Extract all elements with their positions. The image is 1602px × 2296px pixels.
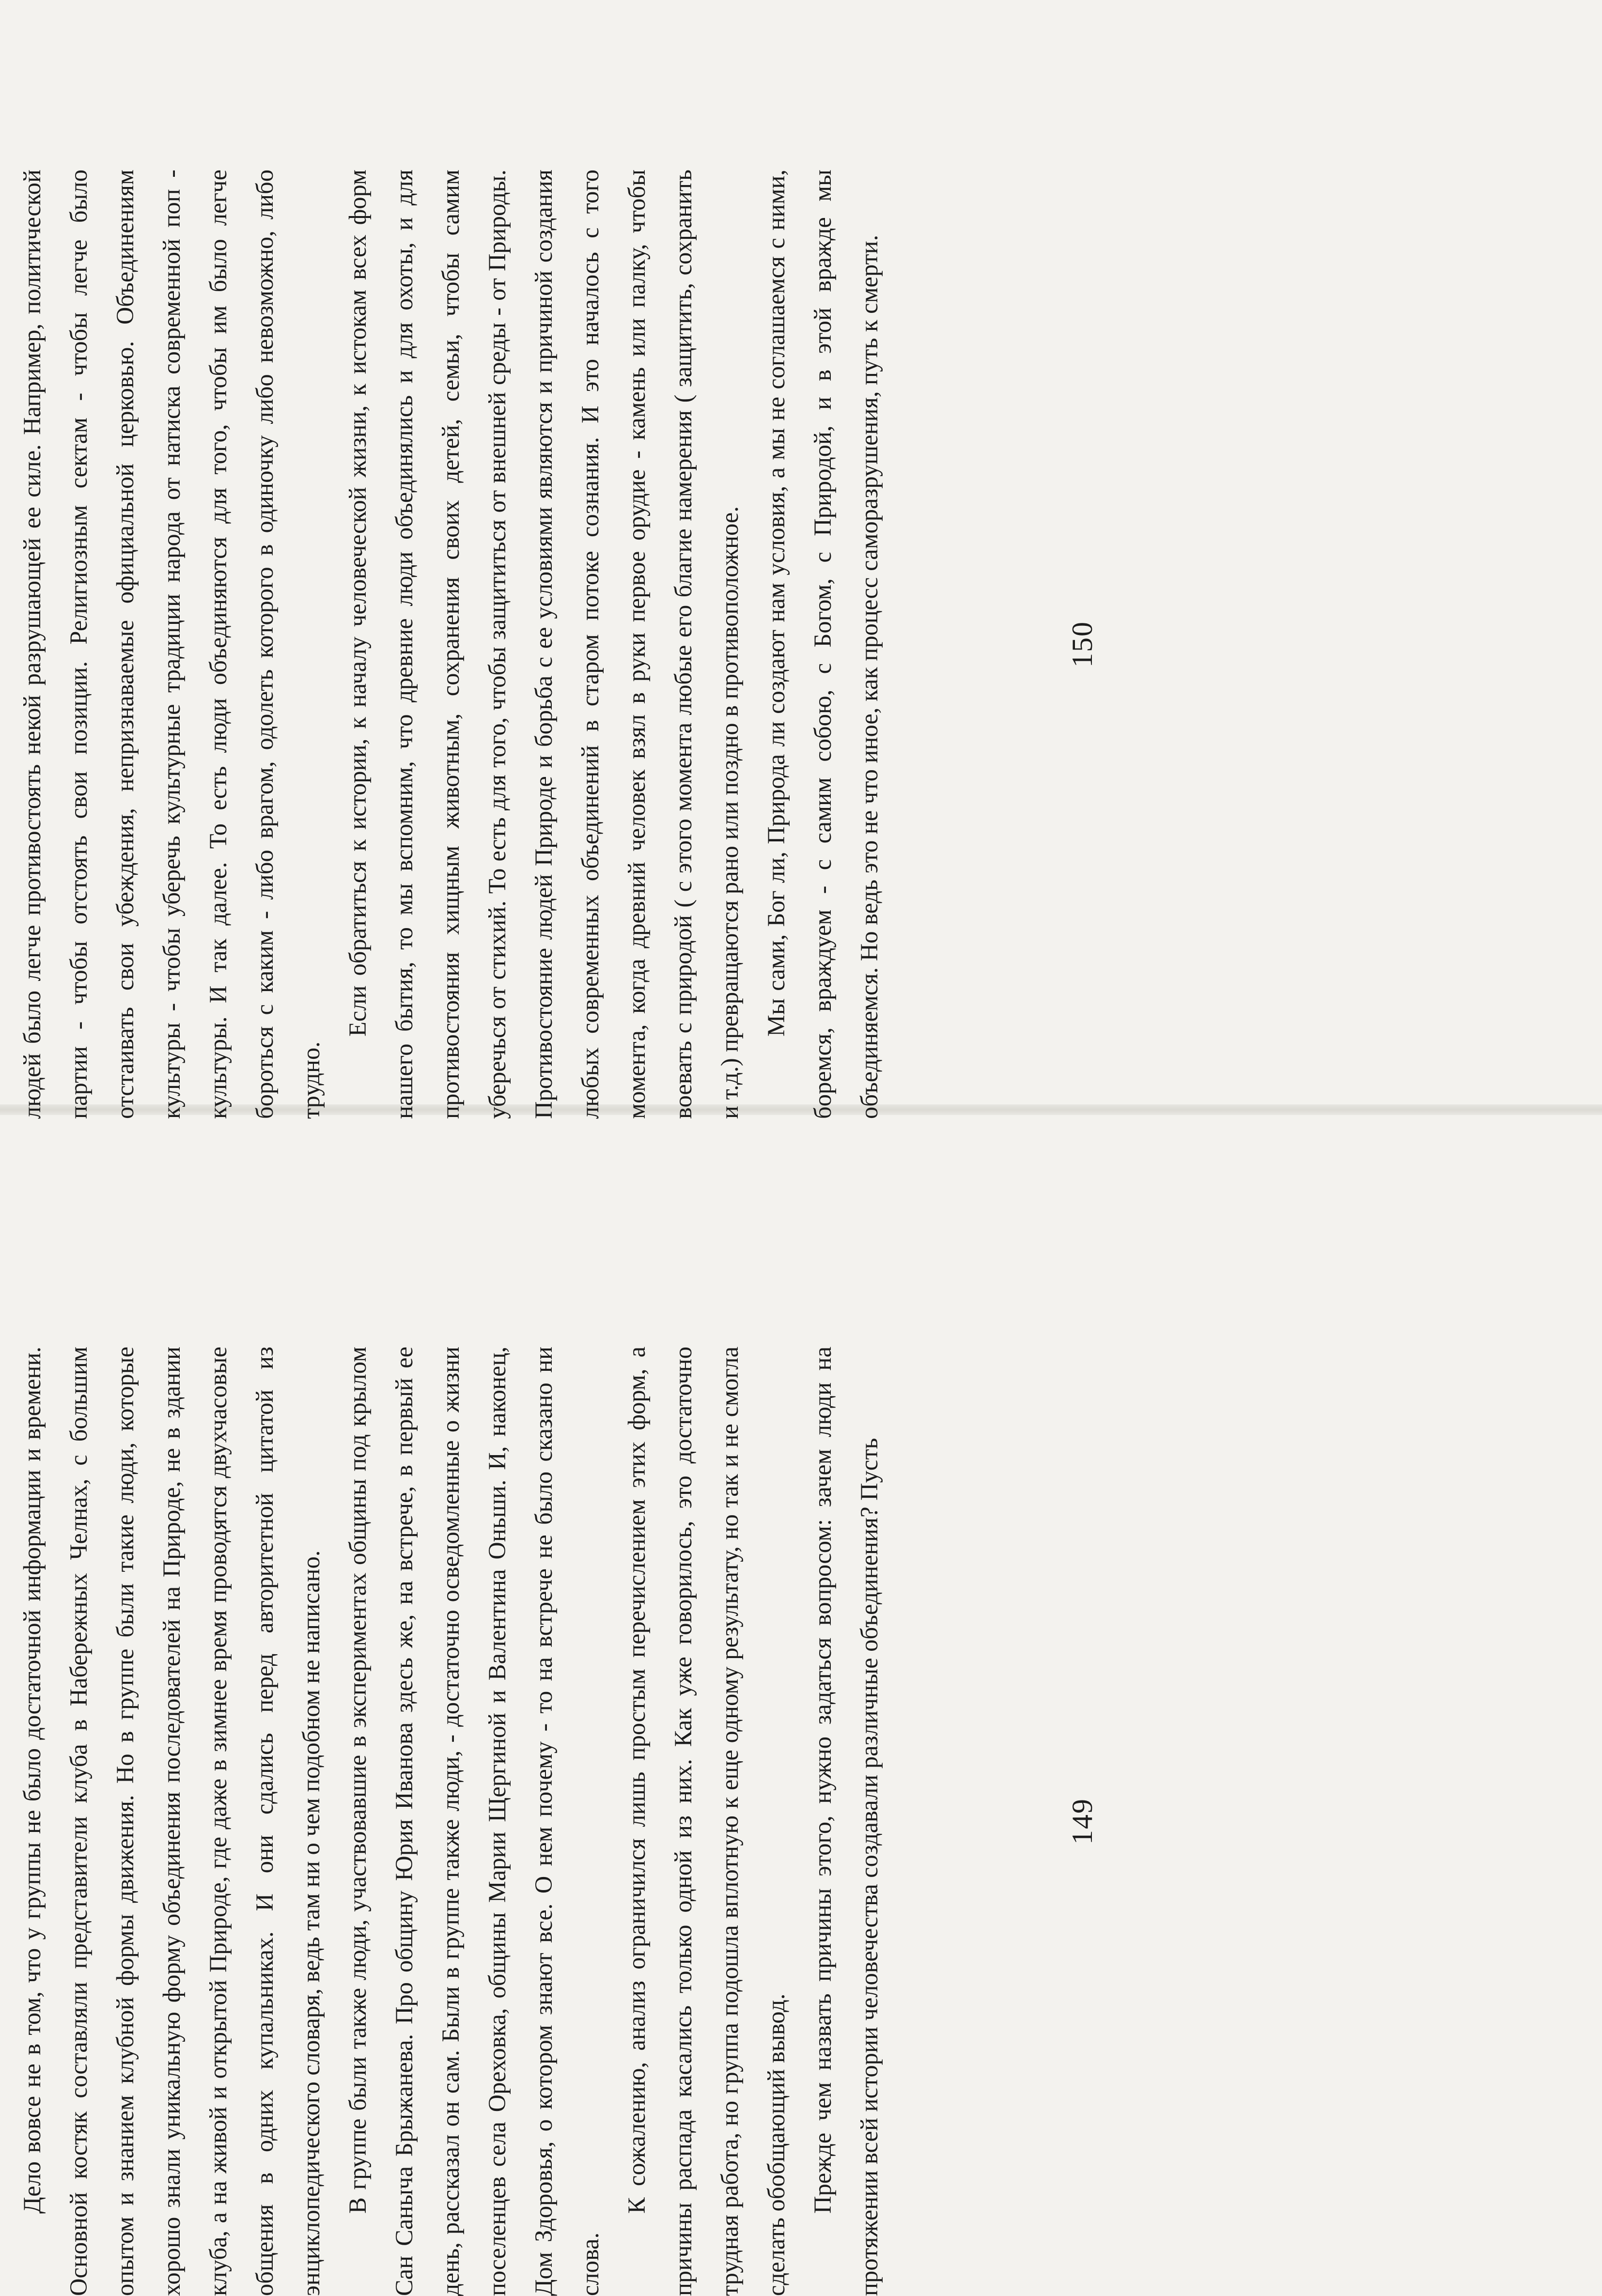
page-number: 149 (1066, 1798, 1098, 1845)
paragraph: Прежде чем назвать причины этого, нужно задаться вопросом: зачем люди на протяжении всей истории человечества создавали различные объединения? Пусть (809, 1347, 883, 2296)
paragraph (0, 1347, 9, 2296)
page-number: 150 (1066, 621, 1098, 667)
paragraph: людей было легче противостоять некой разрушающей ее силе. Например, политической партии - чтобы отстоять свои позиции. Религиозным сектам - чтобы легче было отстаивать свои убеждения, непризнаваемые официальной церковью. Объединениям культуры - чтобы уберечь культурные традиции народа от натиска современной поп - культуры. И так далее. То есть люди объединяются для того, чтобы им было легче бороться с каким - либо врагом, одолеть которого в одиночку либо невозможно, либо трудно. (18, 170, 325, 1119)
paragraph: Если обратиться к истории, к началу человеческой жизни, к истокам всех форм нашего бытия, то мы вспомним, что древние люди объединялись и для охоты, и для противостояния хищным животным, сохранения своих детей, семьи, чтобы самим уберечься от стихий. То есть для того, чтобы защититься от внешней среды - от Природы. Противостояние людей Природе и борьба с ее условиями являются и причиной создания любых современных объединений в старом потоке сознания. И это началось с того момента, когда древний человек взял в руки первое орудие - камень или палку, чтобы воевать с природой ( с этого момента любые его благие намерения ( защитить, сохранить и т.д.) превращаются рано или поздно в противоположное. (344, 170, 743, 1119)
paragraph: В группе были также люди, участвовавшие в экспериментах общины под крылом Сан Саныча Брыжанева. Про общину Юрия Иванова здесь же, на встрече, в первый ее день, рассказал он сам. Были в группе также люди, - достаточно осведомленные о жизни поселенцев села Ореховка, общины Марии Щергиной и Валентина Оньши. И, наконец, Дом Здоровья, о котором знают все. О нем почему - то на встрече не было сказано ни слова. (344, 1347, 604, 2296)
paragraph: Дело вовсе не в том, что у группы не было достаточной информации и времени. Основной костяк составляли представители клуба в Набережных Челнах, с большим опытом и знанием клубной формы движения. Но в группе были такие люди, которые хорошо знали уникальную форму объединения последователей на Природе, не в здании клуба, а на живой и открытой Природе, где даже в зимнее время проводятся двухчасовые общения в одних купальниках. И они сдались перед авторитетной цитатой из энциклопедического словаря, ведь там ни о чем подобном не написано. (18, 1347, 325, 2296)
paragraph: Мы сами, Бог ли, Природа ли создают нам условия, а мы не соглашаемся с ними, боремся, враждуем - с самим собою, с Богом, с Природой, и в этой вражде мы объединяемся. Но ведь это не что иное, как процесс саморазрушения, путь к смерти. (762, 170, 883, 1119)
page-149-text (0, 1347, 892, 2296)
page-150-text (0, 170, 892, 1119)
paragraph: К сожалению, анализ ограничился лишь простым перечислением этих форм, а причины распада касались только одной из них. Как уже говорилось, это достаточно трудная работа, но группа подошла вплотную к еще одному результату, но так и не смогла сделать обобщающий вывод. (623, 1347, 790, 2296)
page-150 (0, 170, 1274, 1119)
page-149 (0, 1347, 1274, 2296)
